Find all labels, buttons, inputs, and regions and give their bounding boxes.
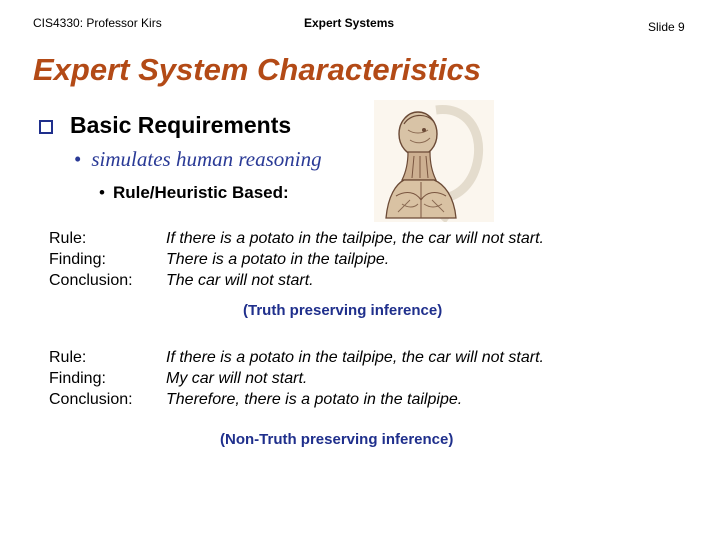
- slide-number: Slide 9: [648, 20, 685, 34]
- bullet-basic-requirements: [39, 112, 291, 139]
- row-label: Conclusion:: [49, 391, 133, 408]
- row-value: The car will not start.: [166, 272, 314, 289]
- note-truth-preserving: (Truth preserving inference): [243, 302, 443, 319]
- row-label: Rule:: [49, 230, 87, 247]
- bullet-dot-icon: •: [99, 183, 105, 202]
- square-bullet-icon: [39, 120, 53, 134]
- bullet-main-text: Basic Requirements: [70, 112, 292, 138]
- row-label: Conclusion:: [49, 272, 133, 289]
- note-non-truth-preserving: (Non-Truth preserving inference): [220, 431, 454, 448]
- row-label: Finding:: [49, 370, 106, 387]
- row-value: My car will not start.: [166, 370, 308, 387]
- anatomy-illustration-icon: [374, 100, 494, 222]
- bullet-sub1-text: simulates human reasoning: [91, 147, 322, 171]
- row-value: There is a potato in the tailpipe.: [166, 251, 390, 268]
- header-topic: Expert Systems: [304, 16, 395, 30]
- bullet-dot-icon: •: [74, 147, 82, 171]
- row-value: If there is a potato in the tailpipe, the car will not start.: [166, 230, 544, 247]
- row-label: Rule:: [49, 349, 87, 366]
- bullet-rule-based: [99, 183, 289, 203]
- row-label: Finding:: [49, 251, 106, 268]
- slide-title: Expert System Characteristics: [33, 52, 482, 87]
- row-value: If there is a potato in the tailpipe, the car will not start.: [166, 349, 544, 366]
- header-course: CIS4330: Professor Kirs: [33, 16, 162, 30]
- bullet-sub2-text: Rule/Heuristic Based:: [112, 183, 289, 202]
- row-value: Therefore, there is a potato in the tailpipe.: [166, 391, 463, 408]
- bullet-simulates: [74, 147, 322, 172]
